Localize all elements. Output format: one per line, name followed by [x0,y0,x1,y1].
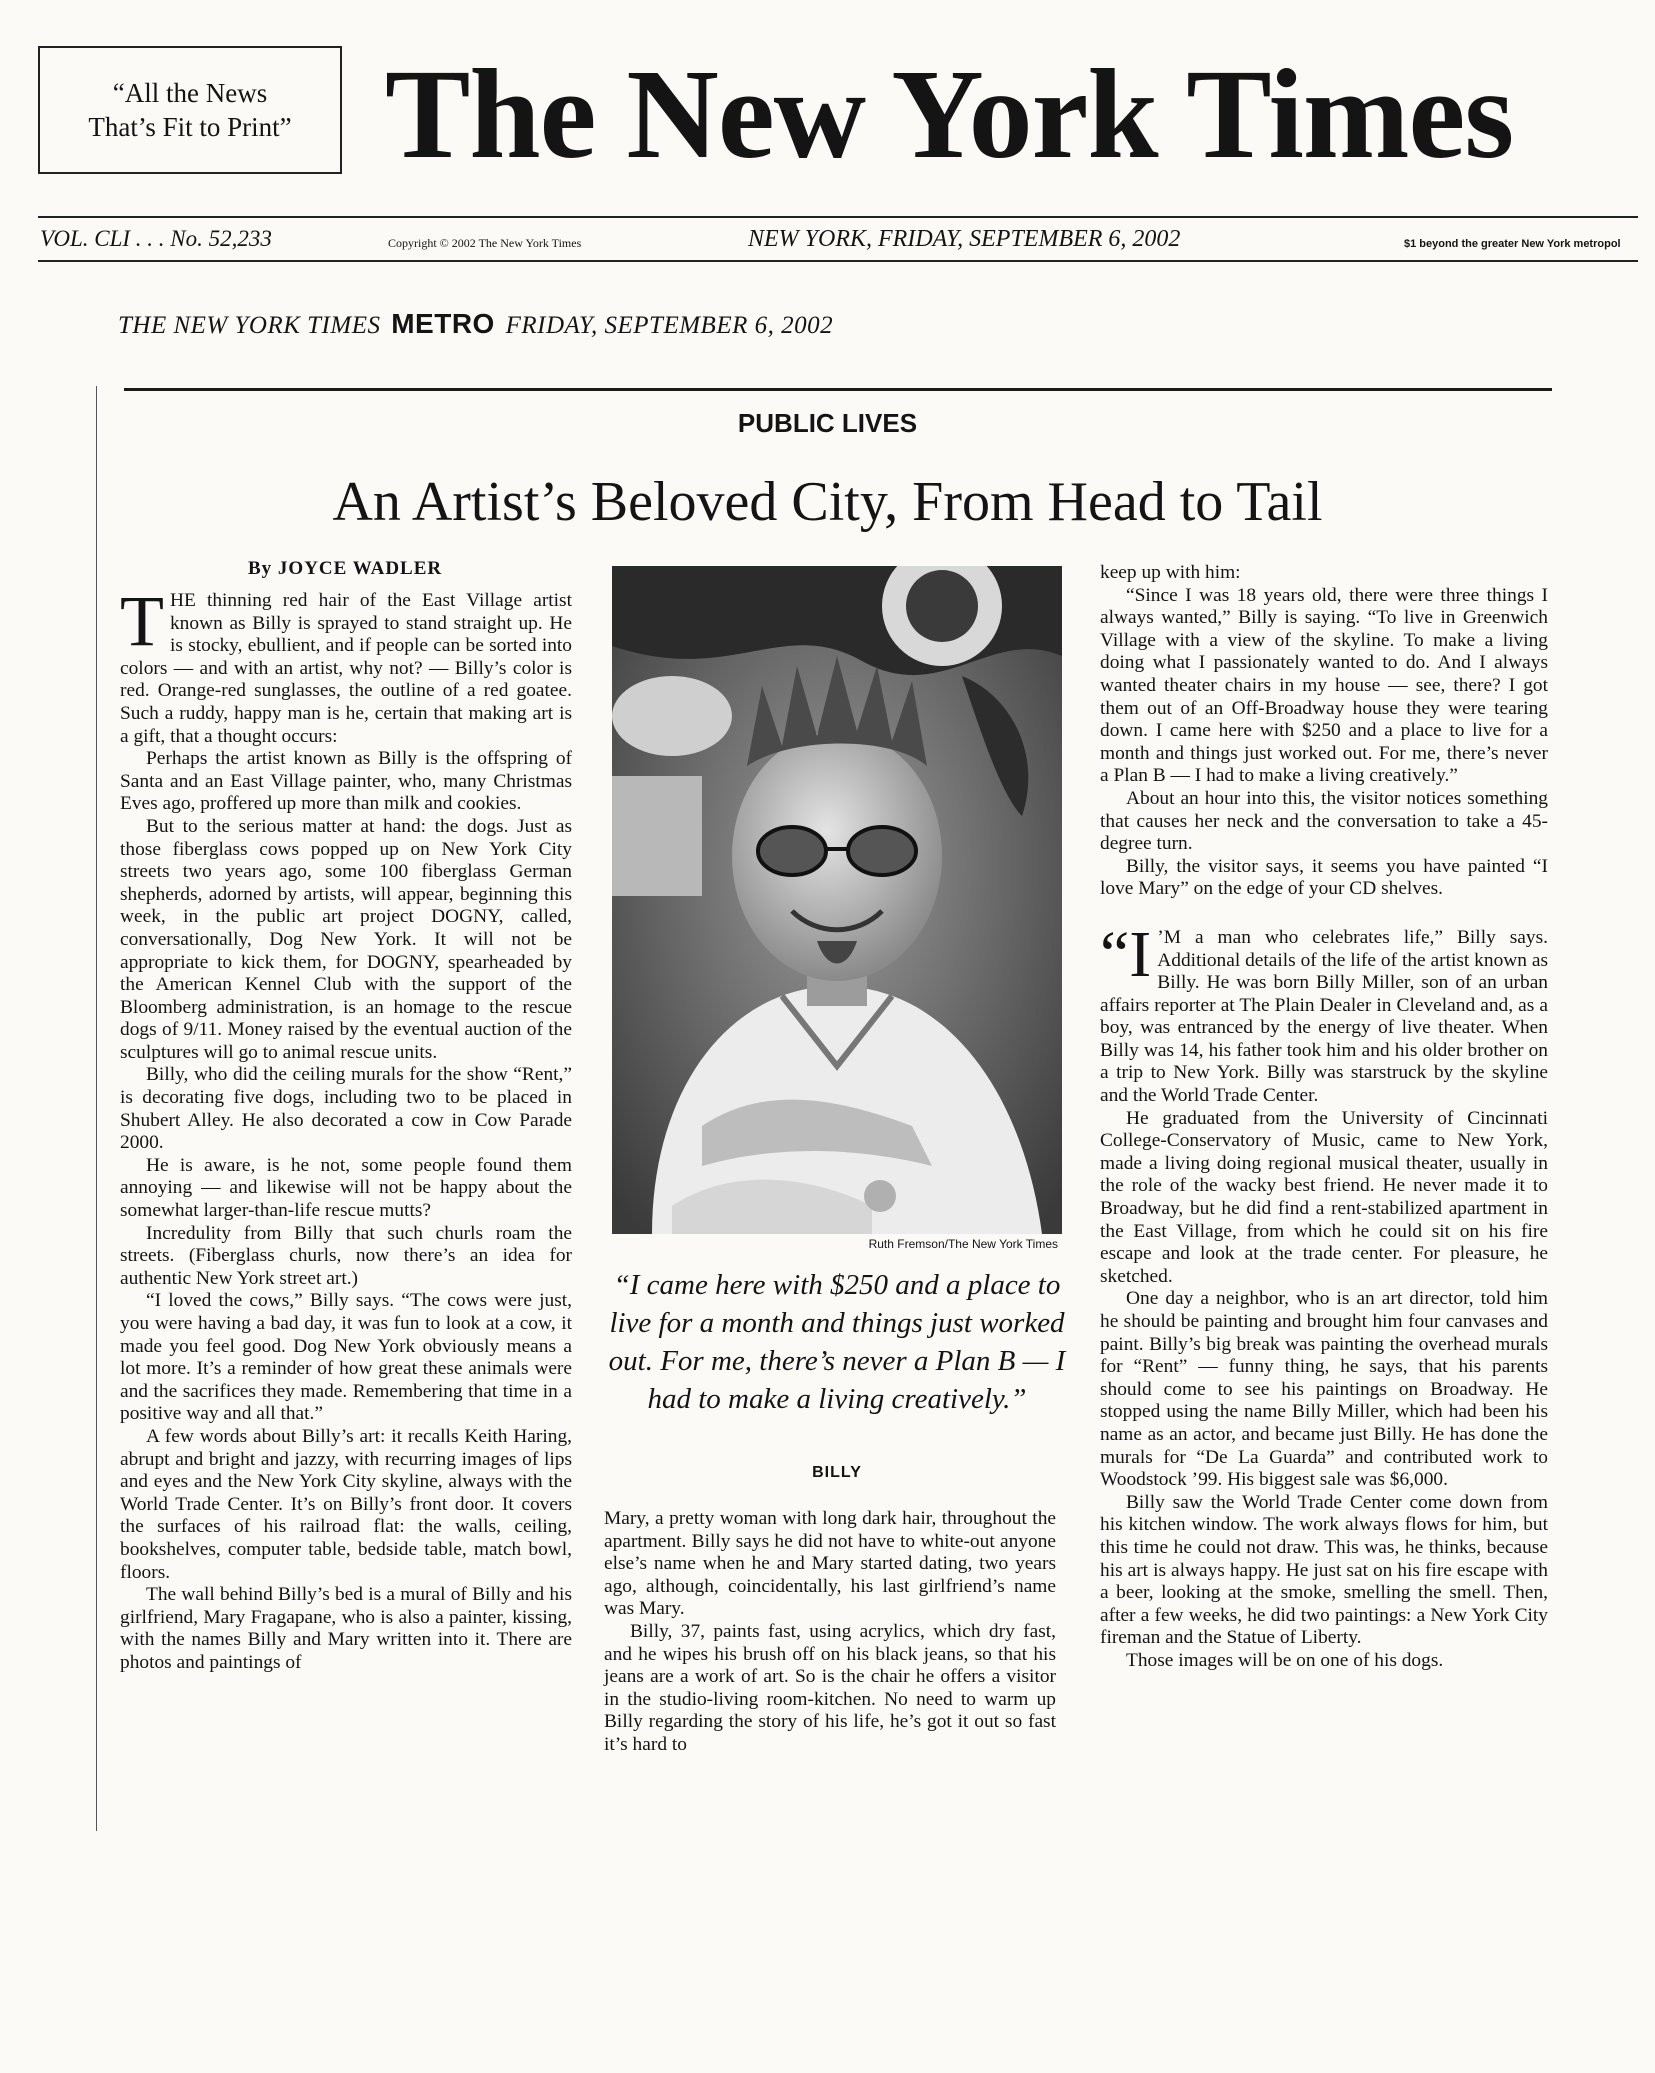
section-post: FRIDAY, SEPTEMBER 6, 2002 [505,312,834,339]
masthead-rule-bottom [38,260,1638,262]
left-margin-rule [96,386,97,1831]
paragraph: One day a neighbor, who is an art director, told him he should be painting and brought him four canvases and paint. Billy’s big break was painting the overhead murals for “Rent” — funny thing, he says, that his parents should come to see his paintings on Broadway. He stopped using the name Billy Miller, which had been his name as an actor, and became just Billy. He has done the murals for “De La Guarda” and contributed work to Woodstock ’99. His biggest sale was $6,000. [1100,1288,1548,1491]
section-pre: THE NEW YORK TIMES [118,312,381,339]
ear-box [38,46,342,174]
section-break [1100,901,1548,927]
paragraph: Billy, the visitor says, it seems you have painted “I love Mary” on the edge of your CD shelves. [1100,855,1548,900]
pull-quote: “I came here with $250 and a place to live for a month and things just worked out. For me, there’s never a Plan B — I had to make a living creatively.” [608,1269,1066,1415]
byline: By JOYCE WADLER [248,558,443,579]
section-name: METRO [391,308,495,339]
section-header [118,308,833,340]
column-2 [604,1508,1056,1757]
paragraph: THE thinning red hair of the East Village artist known as Billy is sprayed to stand straight up. He is stocky, ebullient, and if people can be sorted into colors — and with an artist, why not? — Billy’s color is red. Orange-red sunglasses, the outline of a red goatee. Such a ruddy, happy man is he, certain that making art is a gift, that a thought occurs: [120,581,572,747]
paragraph: About an hour into this, the visitor notices something that causes her neck and the conversation to take a 45-degree turn. [1100,787,1548,855]
paragraph: keep up with him: [1100,562,1241,583]
paragraph: Mary, a pretty woman with long dark hair, throughout the apartment. Billy says he did not have to white-out anyone else’s name when he and Mary started dating, two years ago, although, coincidentally, his last girlfriend’s name was Mary. [604,1508,1056,1620]
paragraph: Perhaps the artist known as Billy is the offspring of Santa and an East Village painter, who, many Christmas Eves ago, proffered up more than milk and cookies. [120,748,572,815]
paragraph: The wall behind Billy’s bed is a mural of Billy and his girlfriend, Mary Fragapane, who is also a painter, kissing, with the names Billy and Mary written into it. There are photos and paintings of [120,1584,572,1673]
paragraph: Incredulity from Billy that such churls roam the streets. (Fiberglass churls, now there’s an idea for authentic New York street art.) [120,1222,572,1289]
portrait-illustration [612,566,1062,1234]
ear-line-2: That’s Fit to Print” [88,112,292,142]
paragraph: “I loved the cows,” Billy says. “The cows were just, you were having a bad day, it was fun to look at a cow, it made you feel good. Dog New York obviously means a lot more. It’s a reminder of how great these animals were and the sacrifices they made. Remembering that time in a positive way and all that.” [120,1290,572,1425]
column-3 [1100,562,1548,1673]
ear-line-1: “All the News [112,78,268,108]
section-rule [124,388,1552,391]
column-1 [120,581,572,1675]
kicker: PUBLIC LIVES [737,408,918,438]
headline: An Artist’s Beloved City, From Head to Tail [332,471,1323,533]
paragraph: He is aware, is he not, some people found them annoying — and likewise will not be happy about the somewhat larger-than-life rescue mutts? [120,1154,572,1222]
price-line: $1 beyond the greater New York metropol [1404,238,1621,250]
dateline: NEW YORK, FRIDAY, SEPTEMBER 6, 2002 [748,226,1181,252]
photo-credit: Ruth Fremson/The New York Times [868,1237,1058,1251]
paragraph: Billy, 37, paints fast, using acrylics, which dry fast, and he wipes his brush off on his black jeans, so that his jeans are a work of art. So is the chair he offers a visitor in the studio-living room-kitchen. No need to warm up Billy regarding the story of his life, he’s got it out so fast it’s hard to [604,1620,1056,1755]
paragraph: “Since I was 18 years old, there were three things I always wanted,” Billy is saying. “To live in Greenwich Village with a view of the skyline. To make a living doing what I passionately wanted to do. And I always wanted theater chairs in my house — see, there? I got them out of an Off-Broadway house they were tearing down. I came here with $250 and a place to live for a month and things just worked out. For me, there’s never a Plan B — I had to make a living creatively.” [1100,584,1548,787]
masthead-rule-top [38,216,1638,218]
paragraph: He graduated from the University of Cincinnati College-Conservatory of Music, came to New York, made a living doing regional musical theater, usually in the role of the wacky best friend. He never made it to Broadway, but he did find a rent-stabilized apartment in the East Village, from which he could sit on his fire escape and look at the trade center. For pleasure, he sketched. [1100,1107,1548,1287]
portrait-photo [612,566,1062,1234]
pull-quote-attribution: BILLY [812,1464,862,1481]
nameplate: The New York Times [385,43,1514,185]
paragraph: Billy saw the World Trade Center come down from his kitchen window. The work always flows for him, but this time he could not draw. This was, he thinks, because his art is always happy. He just sat on his fire escape with a beer, looking at the smoke, smelling the smell. Then, after a few weeks, he did two paintings: a New York City fireman and the Statue of Liberty. [1100,1491,1548,1649]
paragraph: A few words about Billy’s art: it recalls Keith Haring, abrupt and bright and jazzy, with recurring images of lips and eyes and the New York City skyline, always with the World Trade Center. It’s on Billy’s front door. It covers the surfaces of his railroad flat: the walls, ceiling, bookshelves, computer table, bedside table, match bowl, floors. [120,1425,572,1583]
drop-cap: T [120,581,164,661]
drop-cap: “I [1100,917,1152,991]
copyright-notice: Copyright © 2002 The New York Times [388,236,582,250]
paragraph: Billy, who did the ceiling murals for the show “Rent,” is decorating five dogs, including two to be placed in Shubert Alley. He also decorated a cow in Cow Parade 2000. [120,1064,572,1154]
paragraph: But to the serious matter at hand: the dogs. Just as those fiberglass cows popped up on New York City streets two years ago, some 100 fiberglass German shepherds, adorned by artists, will appear, beginning this week, in the public art project DOGNY, called, conversationally, Dog New York. It will not be appropriate to kick them, for DOGNY, spearheaded by the American Kennel Club with the support of the Bloomberg administration, is an homage to the rescue dogs of 9/11. Money raised by the eventual auction of the sculptures will go to animal rescue units. [120,815,572,1063]
paragraph: Those images will be on one of his dogs. [1126,1649,1444,1671]
paragraph: “I ’M a man who celebrates life,” Billy says. Additional details of the life of the artist known as Billy. He was born Billy Miller, son of an urban affairs reporter at The Plain Dealer in Cleveland and, as a boy, was entranced by the energy of live theater. When Billy was 14, his father took him and his older brother on a trip to New York. Billy was starstruck by the skyline and the World Trade Center. [1100,917,1548,1107]
volume-number: VOL. CLI . . . No. 52,233 [40,226,272,251]
